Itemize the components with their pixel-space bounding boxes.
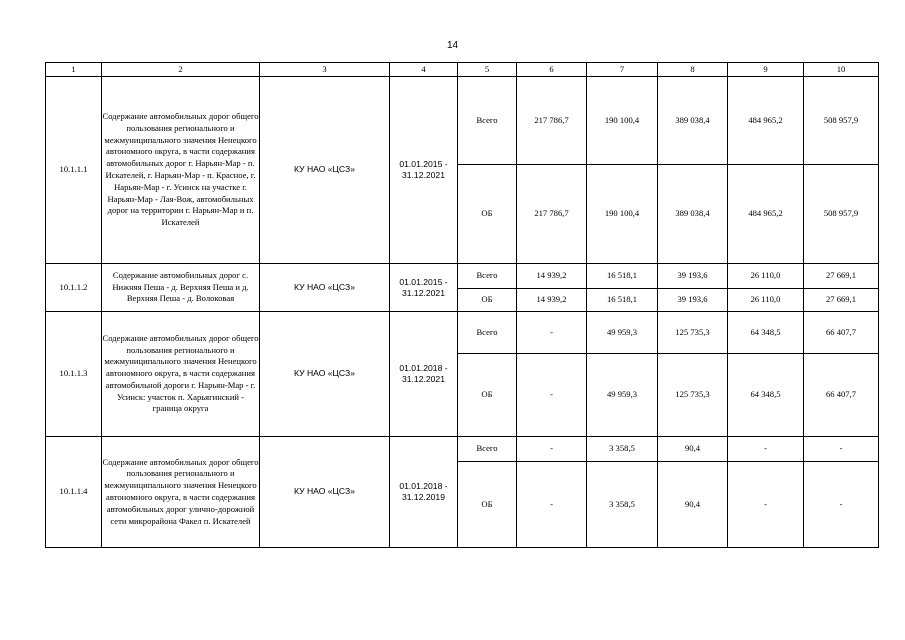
col-header: 8 [658,63,728,77]
value-cell: 484 965,2 [728,165,804,264]
value-cell: 26 110,0 [728,264,804,289]
value-cell: 3 358,5 [587,437,658,462]
item-period: 01.01.2018 - 31.12.2019 [390,437,458,548]
item-period: 01.01.2015 - 31.12.2021 [390,264,458,312]
value-cell: 484 965,2 [728,77,804,165]
value-cell: 90,4 [658,462,728,548]
item-code: 10.1.1.3 [46,312,102,437]
col-header: 3 [260,63,390,77]
item-period: 01.01.2018 - 31.12.2021 [390,312,458,437]
item-description: Содержание автомобильных дорог общего пользования регионального и межмуниципального значения Ненецкого автономного округа, в части содержания автомобильной дороги г. Нарьян-Мар - г. Усинск: участок п. Харьягинский - граница округа [102,312,260,437]
value-cell: 90,4 [658,437,728,462]
row-type: ОБ [458,165,517,264]
header-row [46,63,879,77]
value-cell: 64 348,5 [728,312,804,354]
item-agency: КУ НАО «ЦСЗ» [260,437,390,548]
row-type: Всего [458,312,517,354]
value-cell: 3 358,5 [587,462,658,548]
value-cell: 39 193,6 [658,264,728,289]
value-cell: 16 518,1 [587,289,658,312]
value-cell: - [517,312,587,354]
value-cell: - [804,462,879,548]
value-cell: 27 669,1 [804,289,879,312]
col-header: 10 [804,63,879,77]
value-cell: 508 957,9 [804,77,879,165]
item-period: 01.01.2015 - 31.12.2021 [390,77,458,264]
budget-table [45,62,879,548]
col-header: 5 [458,63,517,77]
item-code: 10.1.1.2 [46,264,102,312]
value-cell: 14 939,2 [517,289,587,312]
row-type: ОБ [458,289,517,312]
col-header: 1 [46,63,102,77]
row-type: ОБ [458,354,517,437]
value-cell: 27 669,1 [804,264,879,289]
value-cell: 125 735,3 [658,312,728,354]
col-header: 9 [728,63,804,77]
value-cell: 16 518,1 [587,264,658,289]
value-cell: 190 100,4 [587,165,658,264]
item-description: Содержание автомобильных дорог общего пользования регионального и межмуниципального значения Ненецкого автономного округа, в части содержания автомобильных дорог г. Нарьян-Мар - п. Искателей, г. Нарьян-Мар - п. Красное, г. Нарьян-Мар - г. Усинск на участке г. Нарьян-Мар - Лая-Вож, автомобильных дорог на территории г. Нарьян-Мар и п. Искателей [102,77,260,264]
value-cell: 49 959,3 [587,312,658,354]
value-cell: - [728,437,804,462]
item-agency: КУ НАО «ЦСЗ» [260,312,390,437]
item-agency: КУ НАО «ЦСЗ» [260,264,390,312]
value-cell: 64 348,5 [728,354,804,437]
value-cell: 389 038,4 [658,165,728,264]
row-type: Всего [458,437,517,462]
value-cell: 66 407,7 [804,312,879,354]
value-cell: 49 959,3 [587,354,658,437]
item-code: 10.1.1.4 [46,437,102,548]
col-header: 7 [587,63,658,77]
table-row [46,437,879,462]
item-description: Содержание автомобильных дорог общего пользования регионального и межмуниципального значения Ненецкого автономного округа, в части содержания автомобильных дорог улично-дорожной сети микрорайона Факел п. Искателей [102,437,260,548]
value-cell: - [517,437,587,462]
value-cell: 39 193,6 [658,289,728,312]
item-description: Содержание автомобильных дорог с. Нижняя Пеша - д. Верхняя Пеша и д. Верхняя Пеша - д. Волоковая [102,264,260,312]
value-cell: - [517,354,587,437]
value-cell: - [804,437,879,462]
value-cell: 66 407,7 [804,354,879,437]
col-header: 4 [390,63,458,77]
table-row [46,312,879,354]
table-row [46,264,879,289]
item-code: 10.1.1.1 [46,77,102,264]
row-type: Всего [458,264,517,289]
value-cell: - [728,462,804,548]
value-cell: - [517,462,587,548]
table-row [46,77,879,165]
col-header: 2 [102,63,260,77]
page-number: 14 [446,40,459,51]
item-agency: КУ НАО «ЦСЗ» [260,77,390,264]
value-cell: 125 735,3 [658,354,728,437]
col-header: 6 [517,63,587,77]
value-cell: 14 939,2 [517,264,587,289]
value-cell: 190 100,4 [587,77,658,165]
row-type: ОБ [458,462,517,548]
value-cell: 217 786,7 [517,77,587,165]
value-cell: 508 957,9 [804,165,879,264]
row-type: Всего [458,77,517,165]
value-cell: 217 786,7 [517,165,587,264]
value-cell: 26 110,0 [728,289,804,312]
value-cell: 389 038,4 [658,77,728,165]
